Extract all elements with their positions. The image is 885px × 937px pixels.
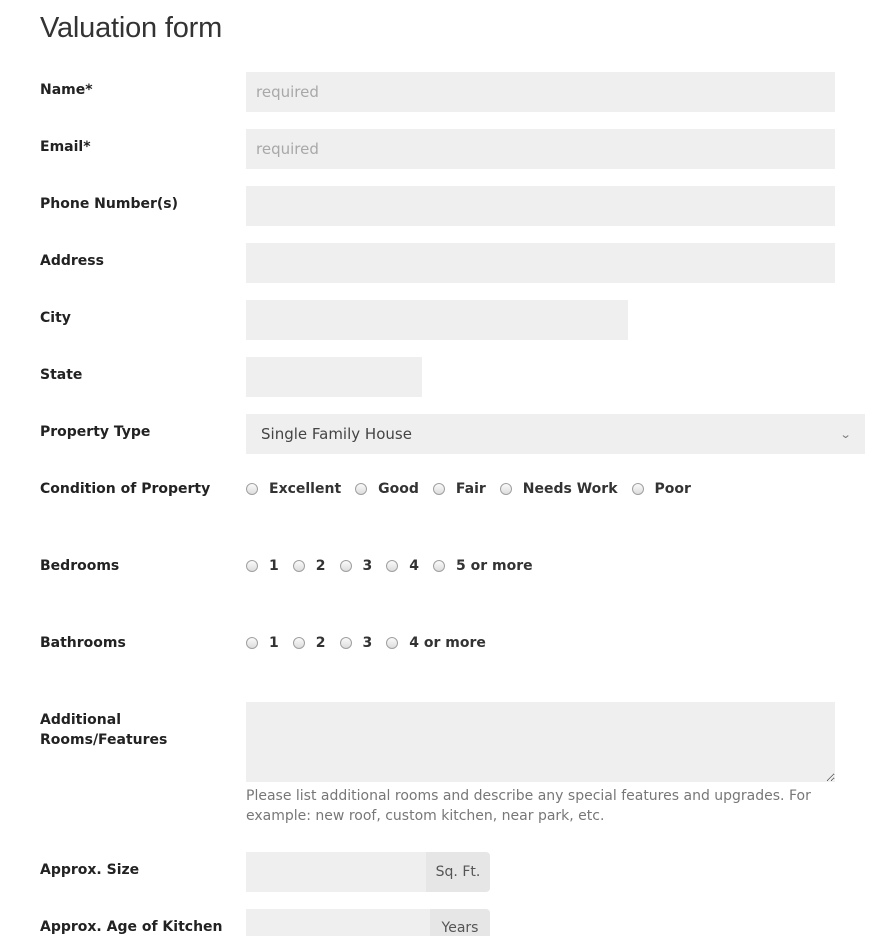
radio-button[interactable]: [433, 483, 445, 495]
bathrooms-label: Bathrooms: [40, 635, 126, 651]
email-label: Email*: [40, 139, 91, 155]
state-label: State: [40, 367, 83, 383]
radio-button[interactable]: [340, 560, 352, 572]
condition-option-good[interactable]: Good: [355, 481, 419, 497]
radio-button[interactable]: [293, 560, 305, 572]
bedrooms-radio-group: [246, 556, 547, 576]
radio-button[interactable]: [433, 560, 445, 572]
kitchen-age-input[interactable]: [246, 909, 430, 936]
radio-button[interactable]: [246, 637, 258, 649]
size-label: Approx. Size: [40, 862, 140, 878]
condition-option-poor[interactable]: Poor: [632, 481, 691, 497]
city-input[interactable]: [246, 300, 628, 340]
bedrooms-option-1[interactable]: 1: [246, 558, 279, 574]
condition-option-fair[interactable]: Fair: [433, 481, 486, 497]
additional-rooms-label: Additional Rooms/Features: [40, 712, 168, 748]
state-input[interactable]: [246, 357, 422, 397]
radio-button[interactable]: [386, 637, 398, 649]
property-type-select[interactable]: [246, 414, 865, 454]
kitchen-age-label: Approx. Age of Kitchen: [40, 919, 223, 935]
sq-ft-addon: Sq. Ft.: [426, 852, 490, 892]
condition-option-needs-work[interactable]: Needs Work: [500, 481, 618, 497]
city-label: City: [40, 310, 71, 326]
condition-radio-group: [246, 479, 705, 499]
chevron-down-icon: ⌄: [839, 427, 852, 441]
property-type-label: Property Type: [40, 424, 151, 440]
bathrooms-option-2[interactable]: 2: [293, 635, 326, 651]
condition-label: Condition of Property: [40, 481, 211, 497]
bathrooms-option-3[interactable]: 3: [340, 635, 373, 651]
radio-button[interactable]: [500, 483, 512, 495]
radio-button[interactable]: [293, 637, 305, 649]
additional-rooms-help-text: Please list additional rooms and describe any special features and upgrades. For example: new roof, custom kitchen, near park, etc.: [246, 788, 811, 824]
additional-rooms-textarea[interactable]: [246, 702, 835, 782]
address-input[interactable]: [246, 243, 835, 283]
bedrooms-option-2[interactable]: 2: [293, 558, 326, 574]
phone-label: Phone Number(s): [40, 196, 179, 212]
bathrooms-option-1[interactable]: 1: [246, 635, 279, 651]
address-label: Address: [40, 253, 104, 269]
email-input[interactable]: [246, 129, 835, 169]
years-addon: Years: [430, 909, 490, 936]
bedrooms-option-3[interactable]: 3: [340, 558, 373, 574]
radio-button[interactable]: [246, 483, 258, 495]
bathrooms-radio-group: [246, 633, 500, 653]
bedrooms-label: Bedrooms: [40, 558, 120, 574]
radio-button[interactable]: [355, 483, 367, 495]
phone-input[interactable]: [246, 186, 835, 226]
name-label: Name*: [40, 82, 93, 98]
size-input[interactable]: [246, 852, 426, 892]
page-title: Valuation form: [40, 12, 223, 44]
property-type-value: Single Family House: [261, 425, 412, 443]
radio-button[interactable]: [386, 560, 398, 572]
radio-button[interactable]: [340, 637, 352, 649]
bedrooms-option-4[interactable]: 4: [386, 558, 419, 574]
radio-button[interactable]: [632, 483, 644, 495]
radio-button[interactable]: [246, 560, 258, 572]
condition-option-excellent[interactable]: Excellent: [246, 481, 341, 497]
bathrooms-option-4-or-more[interactable]: 4 or more: [386, 635, 486, 651]
bedrooms-option-5-or-more[interactable]: 5 or more: [433, 558, 533, 574]
name-input[interactable]: [246, 72, 835, 112]
